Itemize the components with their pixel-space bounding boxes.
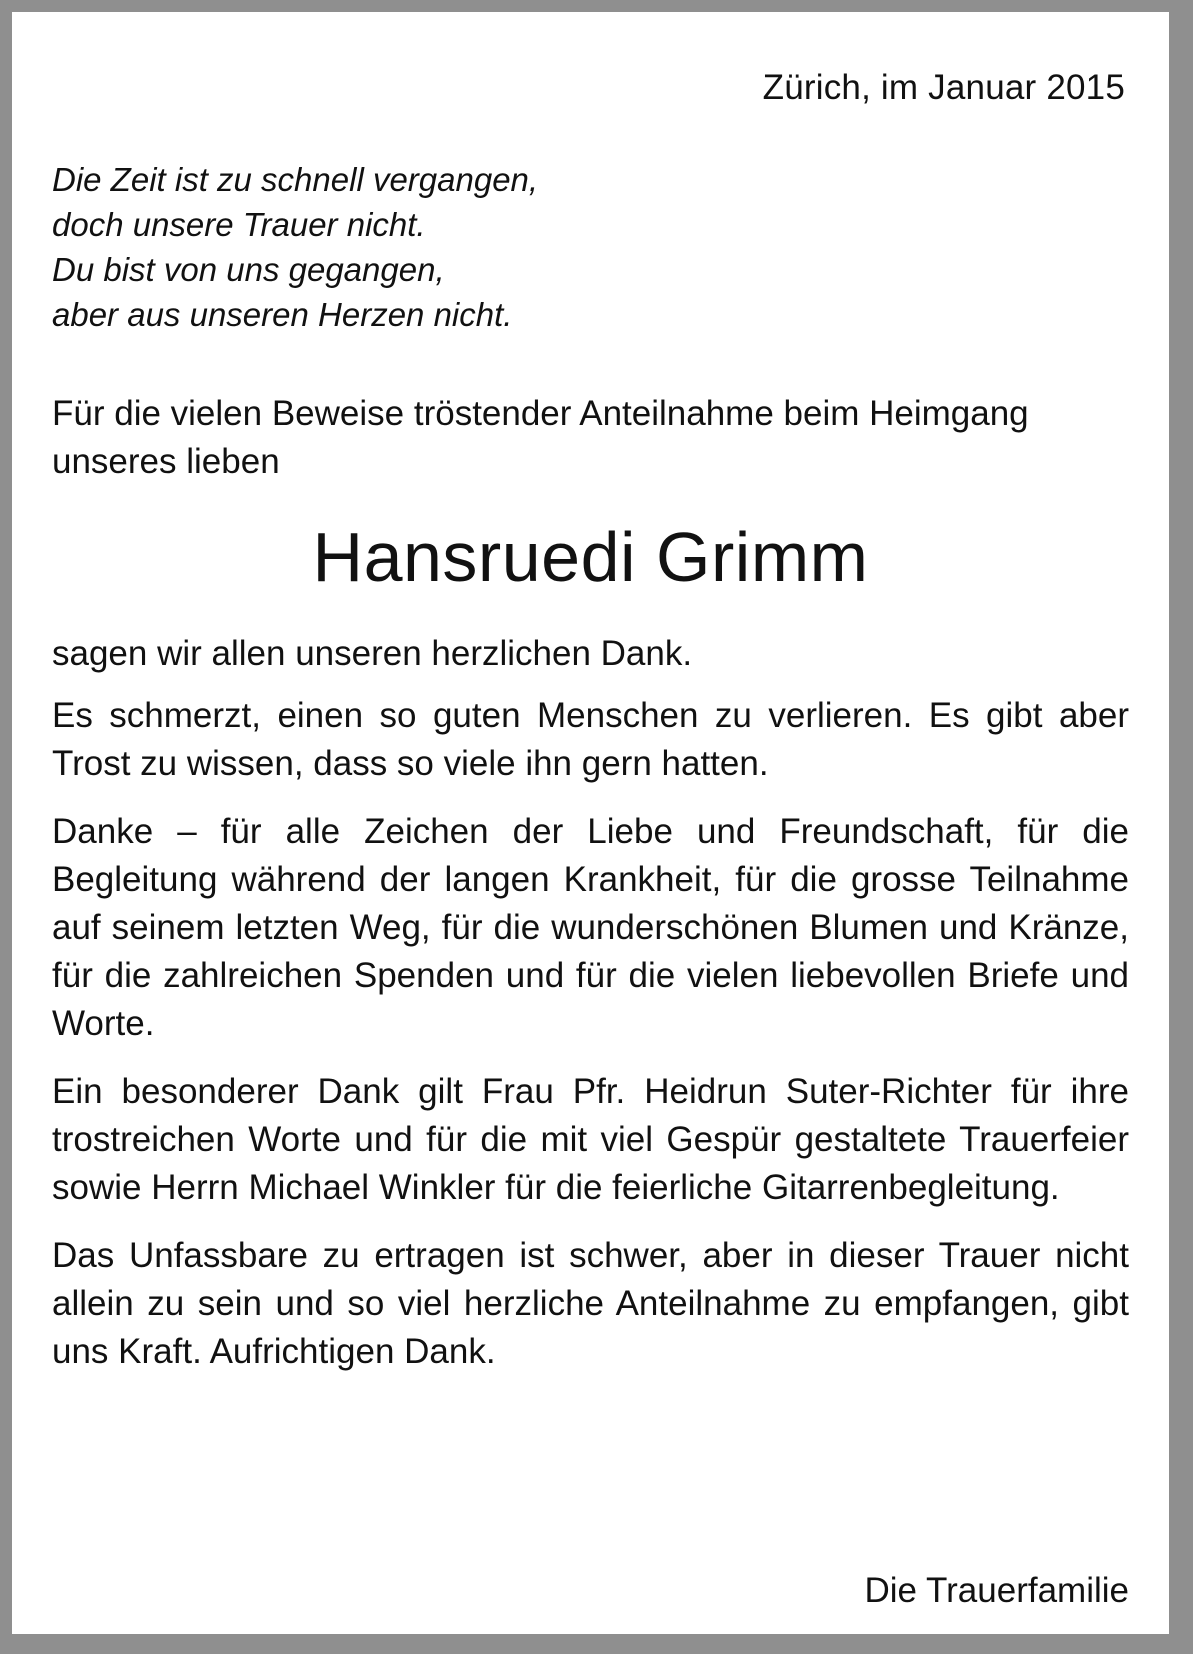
deceased-name: Hansruedi Grimm [312, 518, 869, 596]
poem-line: aber aus unseren Herzen nicht. [52, 296, 513, 333]
poem [52, 157, 538, 337]
poem-line: Du bist von uns gegangen, [52, 251, 445, 288]
signature: Die Trauerfamilie [864, 1571, 1129, 1610]
obituary-notice [12, 12, 1169, 1634]
paragraph: Es schmerzt, einen so guten Menschen zu verlieren. Es gibt aber Trost zu wissen, dass so viele ihn gern hatten. [52, 696, 1129, 783]
paragraph: Danke – für alle Zeichen der Liebe und Freundschaft, für die Begleitung während der langen Krankheit, für die grosse Teilnahme auf seinem letzten Weg, für die wunderschönen Blumen und Kränze, für die zahlreichen Spenden und für die vielen liebevollen Briefe und Worte. [52, 812, 1129, 1043]
date-line: Zürich, im Januar 2015 [762, 68, 1125, 107]
poem-line: doch unsere Trauer nicht. [52, 206, 426, 243]
thanks-body [52, 630, 1129, 1396]
paragraph: Das Unfassbare zu ertragen ist schwer, aber in dieser Trauer nicht allein zu sein und so viel herzliche Anteilnahme zu empfangen, gibt uns Kraft. Aufrichtigen Dank. [52, 1236, 1129, 1371]
poem-line: Die Zeit ist zu schnell vergangen, [52, 161, 539, 198]
intro-text: Für die vielen Beweise tröstender Anteilnahme beim Heimgang unseres lieben [52, 394, 1029, 481]
paragraph: sagen wir allen unseren herzlichen Dank. [52, 634, 693, 673]
paragraph: Ein besonderer Dank gilt Frau Pfr. Heidrun Suter-Richter für ihre trostreichen Worte und für die mit viel Gespür gestaltete Trauerfeier sowie Herrn Michael Winkler für die feierliche Gitarrenbegleitung. [52, 1072, 1129, 1207]
